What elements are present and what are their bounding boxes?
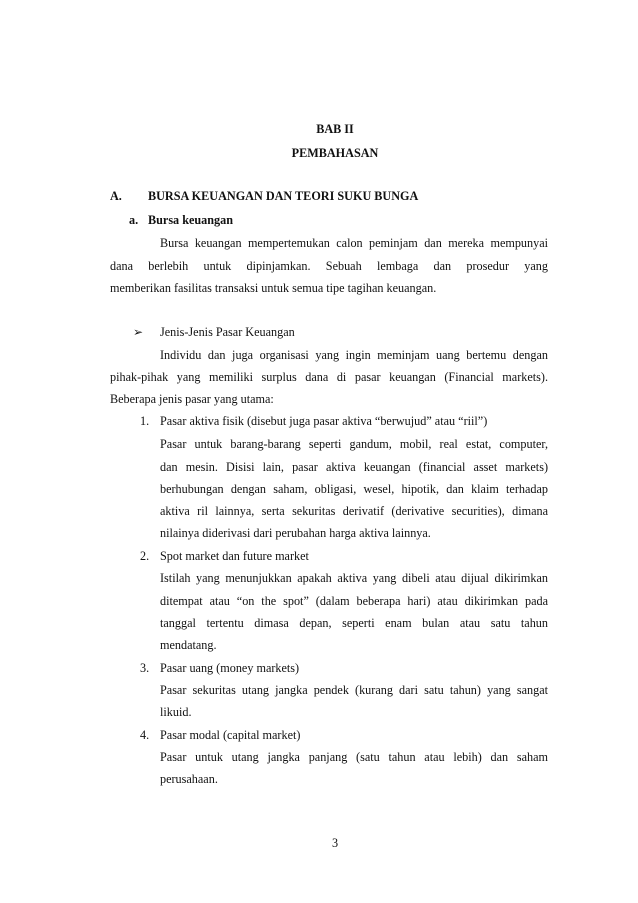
- paragraph-line: Beberapa jenis pasar yang utama:: [110, 392, 274, 406]
- list-item-line: Pasar untuk barang-barang seperti gandum, mobil, real estat, computer,: [160, 437, 548, 451]
- section-marker: A.: [110, 189, 122, 203]
- list-item-number: 3.: [140, 661, 150, 675]
- paragraph-line: Individu dan juga organisasi yang ingin meminjam uang bertemu dengan: [160, 348, 548, 362]
- list-item-number: 1.: [140, 414, 150, 428]
- list-item-line: berhubungan dengan saham, obligasi, wesel, hipotik, dan klaim terhadap: [160, 482, 548, 496]
- list-item-line: likuid.: [160, 705, 192, 719]
- subsection-title: Bursa keuangan: [148, 213, 234, 227]
- list-item-line: mendatang.: [160, 638, 217, 652]
- list-item-line: nilainya diderivasi dari perubahan harga aktiva lainnya.: [160, 526, 431, 540]
- paragraph-line: dana berlebih untuk dipinjamkan. Sebuah lembaga dan prosedur yang: [110, 259, 548, 273]
- list-item-title: Pasar modal (capital market): [160, 728, 301, 742]
- paragraph-line: pihak-pihak yang memiliki surplus dana di pasar keuangan (Financial markets).: [110, 370, 548, 384]
- arrow-bullet-icon: ➢: [133, 325, 144, 339]
- list-item-line: aktiva ril lainnya, serta sekuritas derivatif (derivative securities), dimana: [160, 504, 548, 518]
- chapter-title: PEMBAHASAN: [291, 146, 379, 160]
- section-title: BURSA KEUANGAN DAN TEORI SUKU BUNGA: [148, 189, 419, 203]
- list-item-line: dan mesin. Disisi lain, pasar aktiva keuangan (financial asset markets): [160, 460, 548, 474]
- list-item-line: Pasar sekuritas utang jangka pendek (kurang dari satu tahun) yang sangat: [160, 683, 548, 697]
- subsection-marker: a.: [129, 213, 139, 227]
- chapter-number: BAB II: [316, 122, 354, 136]
- list-item-title: Pasar aktiva fisik (disebut juga pasar aktiva “berwujud” atau “riil”): [160, 414, 488, 428]
- list-item-line: perusahaan.: [160, 772, 218, 786]
- list-item-number: 2.: [140, 549, 150, 563]
- list-item-line: Istilah yang menunjukkan apakah aktiva yang dibeli atau dijual dikirimkan: [160, 571, 548, 585]
- bullet-title: Jenis-Jenis Pasar Keuangan: [160, 325, 295, 339]
- paragraph-line: Bursa keuangan mempertemukan calon peminjam dan mereka mempunyai: [160, 236, 548, 250]
- list-item-number: 4.: [140, 728, 150, 742]
- page-number: 3: [331, 836, 339, 850]
- list-item-line: tanggal tertentu dimasa depan, seperti enam bulan atau satu tahun: [160, 616, 548, 630]
- paragraph-line: memberikan fasilitas transaksi untuk semua tipe tagihan keuangan.: [110, 281, 437, 295]
- list-item-line: Pasar untuk utang jangka panjang (satu tahun atau lebih) dan saham: [160, 750, 548, 764]
- list-item-line: ditempat atau “on the spot” (dalam beberapa hari) atau dikirimkan pada: [160, 594, 548, 608]
- list-item-title: Pasar uang (money markets): [160, 661, 300, 675]
- list-item-title: Spot market dan future market: [160, 549, 309, 563]
